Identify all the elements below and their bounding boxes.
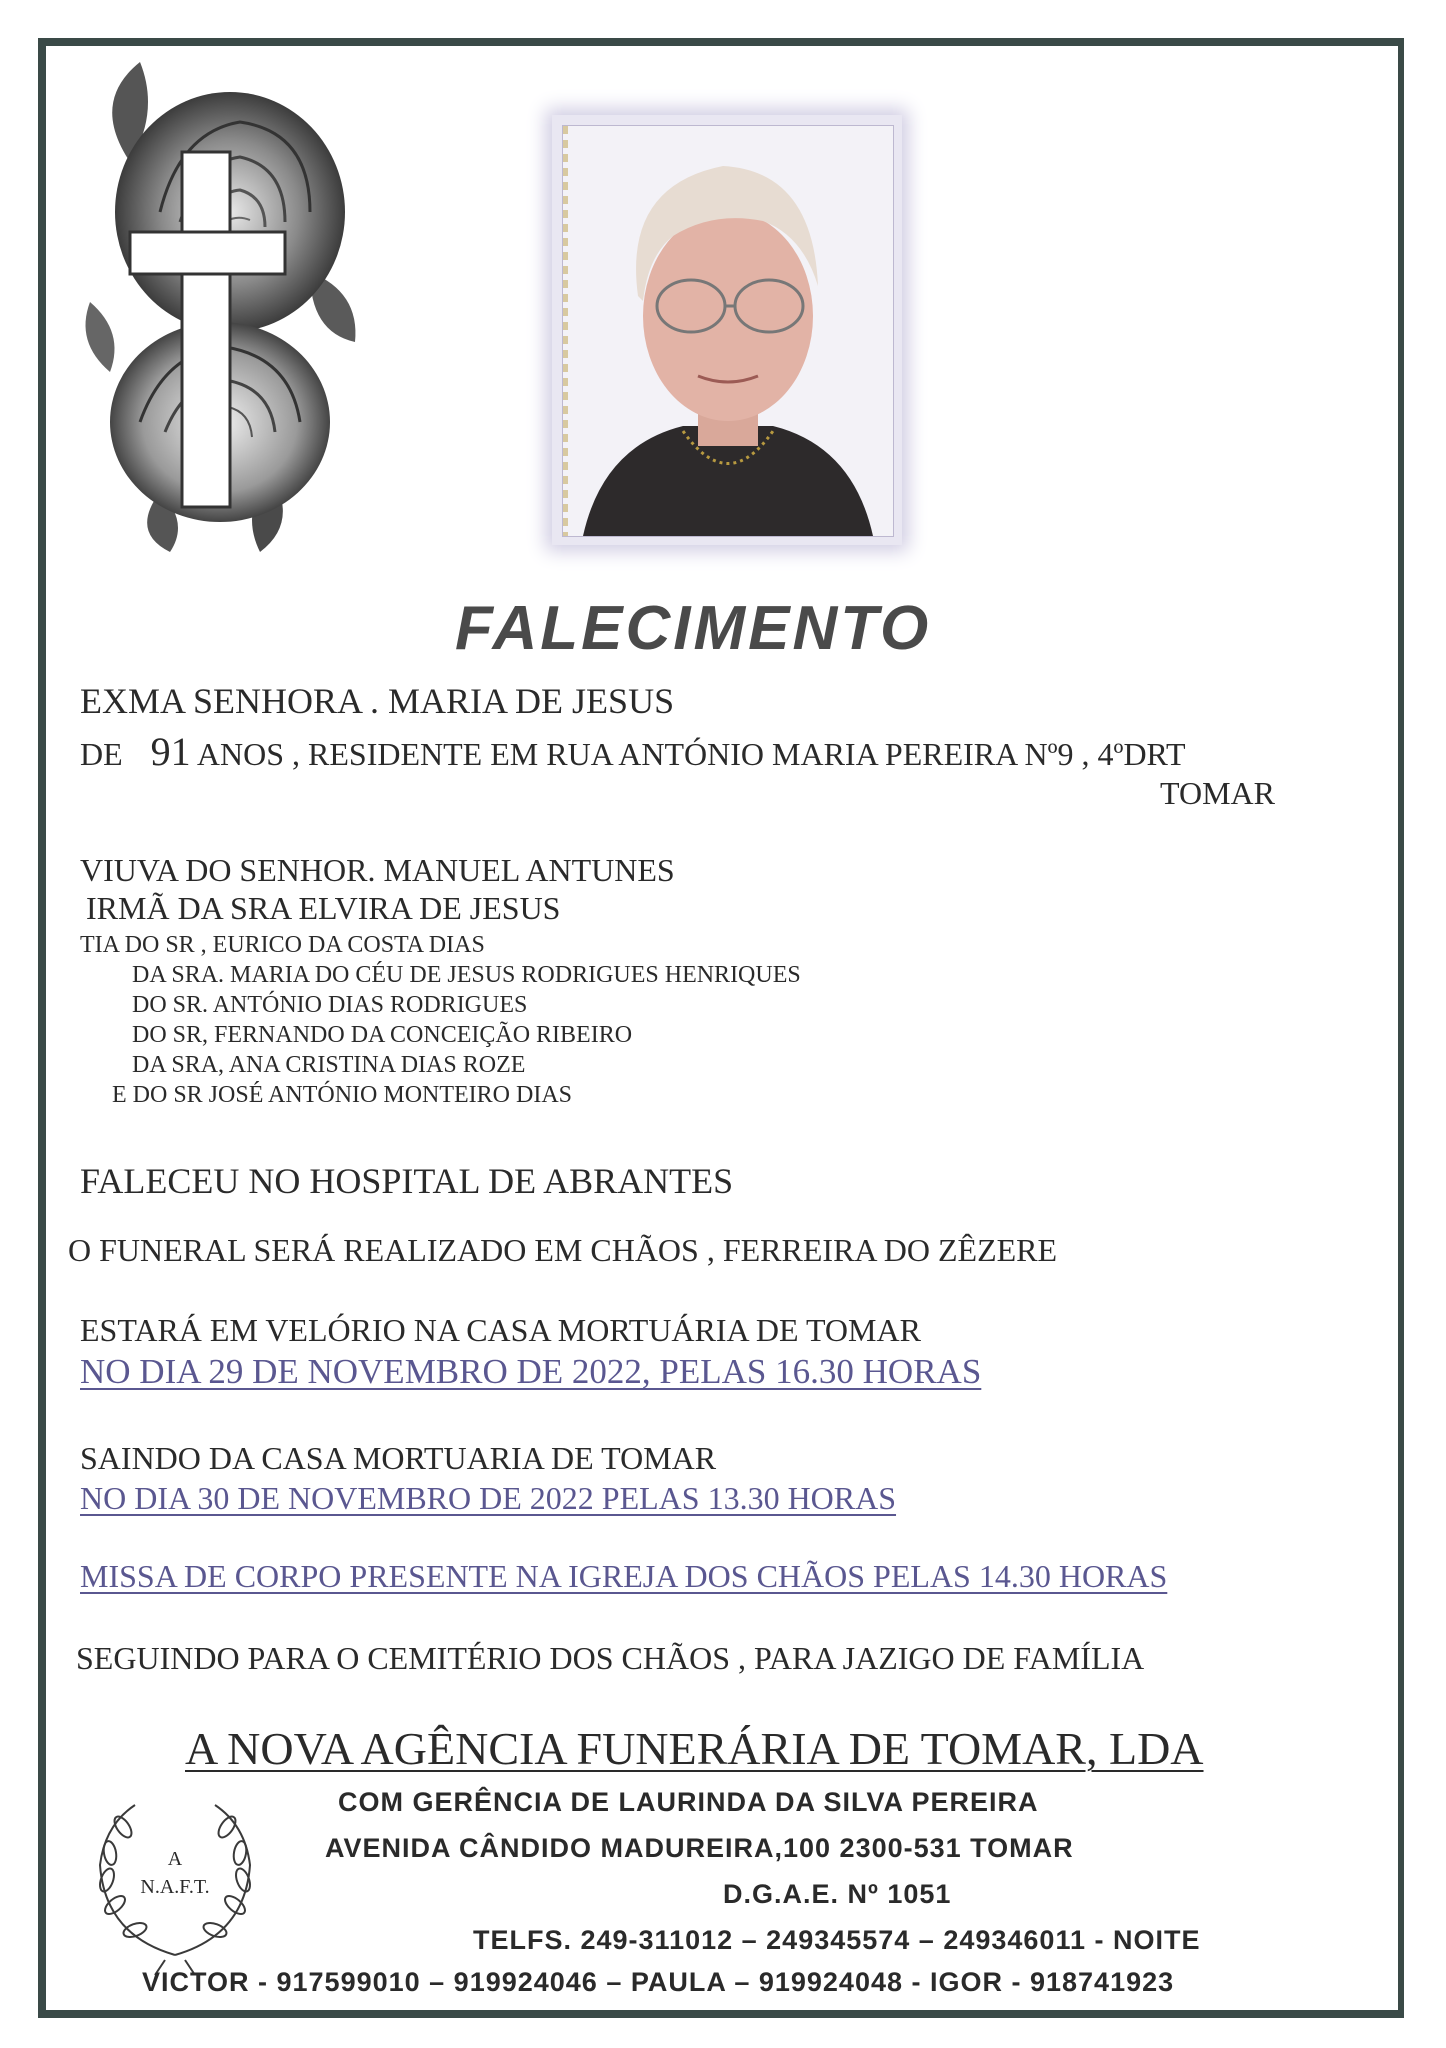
- agency-contacts: VICTOR - 917599010 – 919924046 – PAULA – 919924048 - IGOR - 918741923: [142, 1967, 1175, 1997]
- age-prefix: DE: [80, 736, 123, 772]
- relative-line-7: DA SRA, ANA CRISTINA DIAS ROZE: [132, 1052, 526, 1078]
- relative-line-4: DA SRA. MARIA DO CÉU DE JESUS RODRIGUES HENRIQUES: [132, 962, 801, 988]
- logo-text: N.A.F.T.: [140, 1876, 210, 1898]
- laurel-wreath-icon: [75, 1785, 275, 1985]
- age-value: 91: [150, 729, 191, 774]
- relative-line-6: DO SR, FERNANDO DA CONCEIÇÃO RIBEIRO: [132, 1022, 633, 1048]
- agency-logo: [75, 1785, 275, 1985]
- burial-line: SEGUINDO PARA O CEMITÉRIO DOS CHÃOS , PARA JAZIGO DE FAMÍLIA: [76, 1640, 1145, 1676]
- logo-letter: A: [167, 1848, 183, 1870]
- cross-with-roses-image: [70, 42, 370, 562]
- departure-line: SAINDO DA CASA MORTUARIA DE TOMAR: [80, 1440, 717, 1476]
- agency-address: AVENIDA CÂNDIDO MADUREIRA,100 2300-531 TOMAR: [325, 1833, 1074, 1863]
- rose-icon: [70, 42, 370, 562]
- relative-line-5: DO SR. ANTÓNIO DIAS RODRIGUES: [132, 992, 528, 1018]
- mass-line: MISSA DE CORPO PRESENTE NA IGREJA DOS CHÃOS PELAS 14.30 HORAS: [80, 1558, 1168, 1594]
- relative-line-3: TIA DO SR , EURICO DA COSTA DIAS: [80, 932, 485, 958]
- funeral-place-line: O FUNERAL SERÁ REALIZADO EM CHÃOS , FERREIRA DO ZÊZERE: [68, 1232, 1058, 1268]
- agency-manager: COM GERÊNCIA DE LAURINDA DA SILVA PEREIRA: [338, 1787, 1039, 1817]
- relative-line-1: VIUVA DO SENHOR. MANUEL ANTUNES: [80, 852, 675, 888]
- portrait-frame: [552, 115, 902, 545]
- residence-text: ANOS , RESIDENTE EM RUA ANTÓNIO MARIA PEREIRA Nº9 , 4ºDRT: [196, 736, 1186, 772]
- relative-line-2: IRMÃ DA SRA ELVIRA DE JESUS: [86, 890, 561, 926]
- death-place-line: FALECEU NO HOSPITAL DE ABRANTES: [80, 1161, 734, 1201]
- notice-title: FALECIMENTO: [455, 594, 932, 663]
- portrait-photo: [562, 125, 894, 537]
- city-line: TOMAR: [1160, 775, 1275, 811]
- relative-line-8: E DO SR JOSÉ ANTÓNIO MONTEIRO DIAS: [112, 1082, 573, 1108]
- agency-name: A NOVA AGÊNCIA FUNERÁRIA DE TOMAR, LDA: [185, 1723, 1204, 1774]
- wake-line: ESTARÁ EM VELÓRIO NA CASA MORTUÁRIA DE TOMAR: [80, 1312, 921, 1348]
- agency-dgae: D.G.A.E. Nº 1051: [723, 1879, 952, 1909]
- deceased-name-line: EXMA SENHORA . MARIA DE JESUS: [80, 681, 675, 721]
- age-residence-line: [80, 728, 1186, 775]
- wake-date-line: NO DIA 29 DE NOVEMBRO DE 2022, PELAS 16.30 HORAS: [80, 1352, 982, 1391]
- agency-phones: TELFS. 249-311012 – 249345574 – 249346011 - NOITE: [473, 1925, 1201, 1955]
- departure-date-line: NO DIA 30 DE NOVEMBRO DE 2022 PELAS 13.30 HORAS: [80, 1480, 897, 1516]
